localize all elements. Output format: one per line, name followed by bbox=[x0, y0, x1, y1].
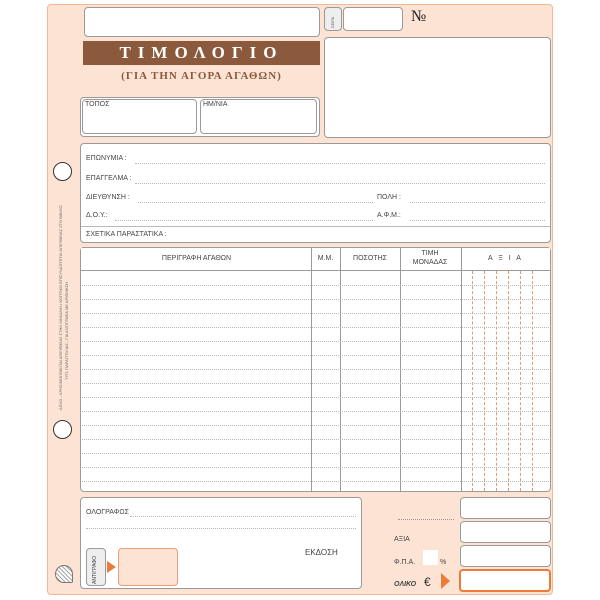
table-row[interactable] bbox=[82, 313, 549, 314]
table-row[interactable] bbox=[82, 397, 549, 398]
related-docs-separator bbox=[81, 226, 550, 227]
series-label: ΣΕΙΡΑ bbox=[330, 16, 335, 28]
col-unit-price-top: ΤΙΜΗ bbox=[421, 250, 439, 257]
table-row[interactable] bbox=[82, 341, 549, 342]
vat-number-line[interactable] bbox=[410, 220, 545, 221]
issuer-info-block bbox=[324, 37, 551, 138]
total-arrow-icon bbox=[441, 573, 450, 589]
customer-block bbox=[80, 143, 551, 243]
place-label: ΤΟΠΟΣ bbox=[85, 101, 110, 108]
euro-sign: € bbox=[424, 575, 431, 589]
vat-total-field[interactable] bbox=[460, 545, 551, 567]
in-words-line-2[interactable] bbox=[86, 528, 356, 529]
customer-name-line[interactable] bbox=[135, 163, 545, 164]
table-row[interactable] bbox=[82, 383, 549, 384]
side-text-1: ΑΠΛΟ - ΧΡΗΣΙΜΟΠΟΙΕΙΤΑΙ ΑΠΕΥΘΕΙΑΣ ΣΤΗΝ ΜΗΧΑΝΗ • ΚΟΠΤΙΚΟ ΕΠΙΣΥΝΑΠΤΕΤΑΙ ΑΠΕΥΘΕΙΑΣ ΣΤΟ ΒΙΒΛΙΟ bbox=[58, 205, 63, 410]
value-total-label: ΑΞΙΑ bbox=[394, 536, 410, 543]
number-label: № bbox=[411, 8, 427, 25]
issue-label: ΕΚΔΟΣΗ bbox=[305, 548, 338, 557]
col-quantity: ΠΟΣΟΤΗΣ bbox=[353, 255, 387, 262]
col-unit: Μ.Μ. bbox=[317, 255, 334, 262]
col-unit-price-bottom: ΜΟΝΑΔΑΣ bbox=[412, 259, 448, 266]
tax-office-label: Δ.Ο.Υ.: bbox=[86, 212, 108, 219]
table-row[interactable] bbox=[82, 355, 549, 356]
invoice-subtitle: (ΓΙΑ ΤΗΝ ΑΓΟΡΑ ΑΓΑΘΩΝ) bbox=[121, 70, 282, 82]
copy-arrow-icon bbox=[107, 561, 116, 573]
publisher-logo-icon bbox=[55, 565, 73, 583]
in-words-label: ΟΛΟΓΡΑΦΩΣ bbox=[86, 509, 129, 516]
vat-total-label: Φ.Π.Α. bbox=[394, 559, 416, 566]
binding-hole-top bbox=[53, 162, 72, 181]
table-row[interactable] bbox=[82, 411, 549, 412]
customer-city-line[interactable] bbox=[410, 202, 545, 203]
value-digit-sep-3 bbox=[496, 271, 497, 491]
totals-top-line bbox=[398, 519, 454, 520]
table-row[interactable] bbox=[82, 439, 549, 440]
customer-address-label: ΔΙΕΥΘΥΝΣΗ : bbox=[86, 194, 130, 201]
col-description: ΠΕΡΙΓΡΑΦΗ ΑΓΑΘΩΝ bbox=[161, 255, 232, 262]
copy-tab bbox=[86, 548, 106, 586]
invoice-title: ΤΙΜΟΛΟΓΙΟ bbox=[83, 41, 320, 65]
table-row[interactable] bbox=[82, 467, 549, 468]
table-row[interactable] bbox=[82, 299, 549, 300]
percent-sign: % bbox=[440, 559, 447, 566]
copy-label: ΑΝΤΙΓΡΑΦΟ bbox=[92, 555, 98, 584]
table-row[interactable] bbox=[82, 425, 549, 426]
customer-city-label: ΠΟΛΗ : bbox=[377, 194, 401, 201]
tax-office-line[interactable] bbox=[115, 220, 373, 221]
binding-hole-bottom bbox=[53, 420, 72, 439]
value-digit-sep-1 bbox=[472, 271, 473, 491]
table-row[interactable] bbox=[82, 327, 549, 328]
grand-total-label: ΟΛΙΚΟ bbox=[394, 581, 417, 588]
vat-number-label: Α.Φ.Μ.: bbox=[377, 212, 401, 219]
side-text-2: ΤΥΠ. ΠΑΡΑΓΓΕΛΙΑΣ - ΓΙΑ ΑΝΤΙΓΡΑΦΑ ΜΕ ΑΡΙΘΜΗΣΗ bbox=[64, 282, 69, 380]
series-box bbox=[324, 7, 342, 31]
grand-total-field[interactable] bbox=[459, 569, 551, 592]
customer-profession-label: ΕΠΑΓΓΕΛΜΑ : bbox=[86, 175, 132, 182]
customer-address-line[interactable] bbox=[138, 202, 373, 203]
value-total-field[interactable] bbox=[460, 521, 551, 543]
related-docs-label: ΣΧΕΤΙΚΑ ΠΑΡΑΣΤΑΤΙΚΑ : bbox=[86, 231, 167, 238]
table-row[interactable] bbox=[82, 369, 549, 370]
number-field[interactable] bbox=[343, 7, 403, 31]
value-digit-sep-5 bbox=[520, 271, 521, 491]
value-digit-sep-6 bbox=[532, 271, 533, 491]
vat-rate-field[interactable] bbox=[423, 550, 438, 565]
table-row[interactable] bbox=[82, 285, 549, 286]
value-digit-sep-2 bbox=[484, 271, 485, 491]
copy-field[interactable] bbox=[118, 548, 178, 586]
in-words-line-1[interactable] bbox=[130, 516, 356, 517]
date-label: ΗΜ/ΝΙΑ bbox=[203, 101, 228, 108]
table-row[interactable] bbox=[82, 453, 549, 454]
customer-name-label: ΕΠΩΝΥΜΙΑ : bbox=[86, 155, 127, 162]
blank-header-field[interactable] bbox=[84, 7, 320, 37]
col-value: Α Ξ Ι Α bbox=[488, 255, 523, 262]
table-row[interactable] bbox=[82, 481, 549, 482]
totals-box-top bbox=[460, 497, 551, 519]
value-digit-sep-4 bbox=[508, 271, 509, 491]
customer-profession-line[interactable] bbox=[135, 183, 545, 184]
